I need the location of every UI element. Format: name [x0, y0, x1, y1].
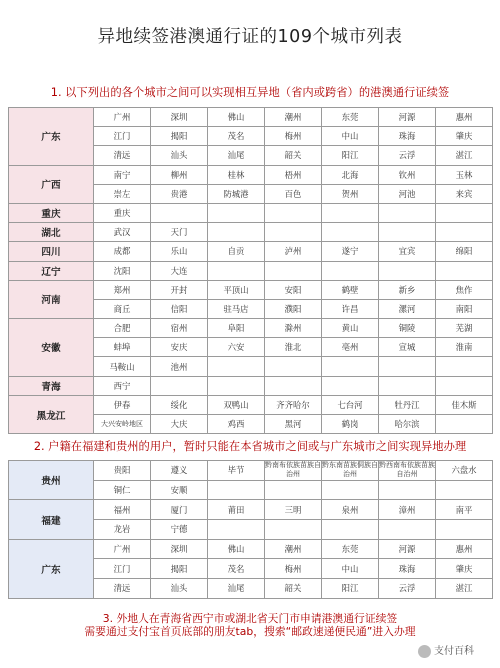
city-cell: 合肥	[94, 319, 151, 338]
city-cell: 武汉	[94, 223, 151, 242]
notice-line-2: 需要通过支付宝首页底部的朋友tab，搜索“邮政速递便民通”进入办理	[84, 625, 416, 638]
province-cell: 广东	[9, 539, 94, 598]
city-cell	[265, 223, 322, 242]
city-cell: 南阳	[436, 299, 493, 318]
watermark-text: 支付百科	[434, 646, 474, 657]
table-row	[9, 165, 493, 184]
city-cell: 河源	[379, 539, 436, 559]
table-row	[9, 108, 493, 127]
table-row	[9, 223, 493, 242]
city-cell: 茂名	[208, 127, 265, 146]
city-cell	[436, 520, 493, 540]
table-row	[9, 376, 493, 395]
section-1-table	[8, 107, 493, 434]
city-cell: 佛山	[208, 108, 265, 127]
table-row	[9, 539, 493, 559]
city-cell	[265, 376, 322, 395]
notice	[40, 612, 460, 638]
city-cell: 阳江	[322, 579, 379, 599]
city-cell: 宿州	[151, 319, 208, 338]
city-cell: 北海	[322, 165, 379, 184]
city-cell	[436, 415, 493, 434]
table-row	[9, 395, 493, 414]
city-cell: 双鸭山	[208, 395, 265, 414]
city-cell: 龙岩	[94, 520, 151, 540]
city-cell	[322, 376, 379, 395]
city-cell	[322, 261, 379, 280]
city-cell: 中山	[322, 559, 379, 579]
city-cell: 揭阳	[151, 559, 208, 579]
city-cell: 齐齐哈尔	[265, 395, 322, 414]
city-cell: 桂林	[208, 165, 265, 184]
city-cell	[265, 357, 322, 376]
city-cell: 安顺	[151, 480, 208, 500]
city-cell: 绥化	[151, 395, 208, 414]
city-cell: 漯河	[379, 299, 436, 318]
city-cell: 柳州	[151, 165, 208, 184]
city-cell: 崇左	[94, 184, 151, 203]
city-cell: 汕尾	[208, 146, 265, 165]
city-cell: 东莞	[322, 539, 379, 559]
city-cell: 汕头	[151, 146, 208, 165]
city-cell	[436, 203, 493, 222]
city-cell: 潮州	[265, 108, 322, 127]
city-cell: 梅州	[265, 559, 322, 579]
city-cell	[436, 223, 493, 242]
city-cell: 宜宾	[379, 242, 436, 261]
table-row	[9, 203, 493, 222]
city-cell	[379, 203, 436, 222]
city-cell: 肇庆	[436, 127, 493, 146]
city-cell: 牡丹江	[379, 395, 436, 414]
city-cell: 淮南	[436, 338, 493, 357]
city-cell: 黔南布依族苗族自治州	[265, 461, 321, 479]
city-cell: 玉林	[436, 165, 493, 184]
city-cell: 惠州	[436, 539, 493, 559]
city-cell: 平顶山	[208, 280, 265, 299]
city-cell: 黑河	[265, 415, 322, 434]
city-cell	[151, 203, 208, 222]
city-cell: 汕头	[151, 579, 208, 599]
city-cell	[322, 203, 379, 222]
city-cell: 茂名	[208, 559, 265, 579]
city-cell: 钦州	[379, 165, 436, 184]
city-cell: 六安	[208, 338, 265, 357]
province-cell: 四川	[9, 242, 94, 261]
city-cell: 淮北	[265, 338, 322, 357]
city-cell	[379, 261, 436, 280]
city-cell: 广州	[94, 108, 151, 127]
city-cell: 焦作	[436, 280, 493, 299]
city-cell: 贺州	[322, 184, 379, 203]
city-cell: 南宁	[94, 165, 151, 184]
city-cell: 惠州	[436, 108, 493, 127]
city-cell	[436, 376, 493, 395]
city-cell: 乐山	[151, 242, 208, 261]
city-cell: 百色	[265, 184, 322, 203]
city-cell: 六盘水	[436, 461, 493, 481]
city-cell: 铜陵	[379, 319, 436, 338]
city-cell: 福州	[94, 500, 151, 520]
city-cell: 毕节	[208, 461, 265, 481]
city-cell: 大兴安岭地区	[94, 415, 151, 434]
table-row	[9, 461, 493, 481]
city-cell	[208, 223, 265, 242]
city-cell: 马鞍山	[94, 357, 151, 376]
city-cell: 贵阳	[94, 461, 151, 481]
city-cell: 黔西南布依族苗族自治州	[379, 461, 435, 479]
city-cell: 郑州	[94, 280, 151, 299]
city-cell: 信阳	[151, 299, 208, 318]
city-cell: 广州	[94, 539, 151, 559]
city-cell: 滁州	[265, 319, 322, 338]
city-cell: 梅州	[265, 127, 322, 146]
city-cell: 云浮	[379, 579, 436, 599]
city-cell: 中山	[322, 127, 379, 146]
city-cell: 鹤岗	[322, 415, 379, 434]
city-cell	[208, 480, 265, 500]
city-cell	[379, 223, 436, 242]
city-cell: 七台河	[322, 395, 379, 414]
city-cell: 韶关	[265, 146, 322, 165]
city-cell	[265, 520, 322, 540]
city-cell	[208, 261, 265, 280]
city-cell	[379, 520, 436, 540]
city-cell: 濮阳	[265, 299, 322, 318]
city-cell: 亳州	[322, 338, 379, 357]
watermark	[418, 642, 474, 662]
city-cell: 深圳	[151, 539, 208, 559]
city-cell	[322, 357, 379, 376]
city-cell: 阜阳	[208, 319, 265, 338]
city-cell: 新乡	[379, 280, 436, 299]
city-cell: 重庆	[94, 203, 151, 222]
city-cell: 大庆	[151, 415, 208, 434]
city-cell	[379, 376, 436, 395]
city-cell	[265, 261, 322, 280]
city-cell: 清远	[94, 146, 151, 165]
city-cell: 自贡	[208, 242, 265, 261]
table-row	[9, 242, 493, 261]
province-cell: 河南	[9, 280, 94, 318]
city-cell: 南平	[436, 500, 493, 520]
city-cell: 安阳	[265, 280, 322, 299]
city-cell: 河源	[379, 108, 436, 127]
city-cell: 珠海	[379, 127, 436, 146]
city-cell	[436, 480, 493, 500]
city-cell: 莆田	[208, 500, 265, 520]
city-cell	[151, 376, 208, 395]
table-row	[9, 319, 493, 338]
city-cell: 西宁	[94, 376, 151, 395]
province-cell: 辽宁	[9, 261, 94, 280]
section-2-heading: 2. 户籍在福建和贵州的用户，暂时只能在本省城市之间或与广东城市之间实现异地办理	[33, 440, 467, 453]
city-cell: 遵义	[151, 461, 208, 481]
city-cell: 鸡西	[208, 415, 265, 434]
city-cell: 来宾	[436, 184, 493, 203]
city-cell	[379, 480, 436, 500]
table-row	[9, 500, 493, 520]
province-cell: 青海	[9, 376, 94, 395]
city-cell: 池州	[151, 357, 208, 376]
city-cell: 沈阳	[94, 261, 151, 280]
city-cell: 河池	[379, 184, 436, 203]
province-cell: 安徽	[9, 319, 94, 377]
city-cell: 漳州	[379, 500, 436, 520]
city-cell	[208, 520, 265, 540]
city-cell: 湛江	[436, 146, 493, 165]
city-cell: 泉州	[322, 500, 379, 520]
section-1-heading: 1. 以下列出的各个城市之间可以实现相互异地（省内或跨省）的港澳通行证续签	[50, 86, 450, 99]
city-cell: 蚌埠	[94, 338, 151, 357]
city-cell: 芜湖	[436, 319, 493, 338]
city-cell: 揭阳	[151, 127, 208, 146]
page-title: 异地续签港澳通行证的109个城市列表	[97, 27, 403, 47]
province-cell: 广西	[9, 165, 94, 203]
city-cell: 江门	[94, 127, 151, 146]
city-cell: 鹤壁	[322, 280, 379, 299]
city-cell: 汕尾	[208, 579, 265, 599]
province-cell: 福建	[9, 500, 94, 539]
province-cell: 贵州	[9, 461, 94, 500]
city-cell: 防城港	[208, 184, 265, 203]
city-cell	[322, 480, 379, 500]
province-cell: 湖北	[9, 223, 94, 242]
city-cell: 黔东南苗族侗族自治州	[322, 461, 378, 479]
city-cell: 湛江	[436, 579, 493, 599]
city-cell: 大连	[151, 261, 208, 280]
city-cell: 阳江	[322, 146, 379, 165]
city-cell	[322, 520, 379, 540]
city-cell: 伊春	[94, 395, 151, 414]
city-cell	[265, 480, 322, 500]
province-cell: 黑龙江	[9, 395, 94, 433]
province-cell: 重庆	[9, 203, 94, 222]
wechat-icon	[418, 645, 431, 658]
city-cell: 深圳	[151, 108, 208, 127]
city-cell	[265, 203, 322, 222]
city-cell: 宁德	[151, 520, 208, 540]
city-cell: 天门	[151, 223, 208, 242]
city-cell	[208, 357, 265, 376]
city-cell: 驻马店	[208, 299, 265, 318]
city-cell: 厦门	[151, 500, 208, 520]
city-cell: 遂宁	[322, 242, 379, 261]
notice-line-1: 3. 外地人在青海省西宁市或湖北省天门市申请港澳通行证续签	[102, 612, 398, 625]
table-row	[9, 261, 493, 280]
city-cell: 佳木斯	[436, 395, 493, 414]
city-cell: 云浮	[379, 146, 436, 165]
city-cell	[208, 203, 265, 222]
city-cell: 珠海	[379, 559, 436, 579]
city-cell: 许昌	[322, 299, 379, 318]
city-cell: 宣城	[379, 338, 436, 357]
city-cell: 潮州	[265, 539, 322, 559]
city-cell: 三明	[265, 500, 322, 520]
city-cell: 安庆	[151, 338, 208, 357]
city-cell: 清远	[94, 579, 151, 599]
city-cell: 东莞	[322, 108, 379, 127]
city-cell	[379, 357, 436, 376]
city-cell: 铜仁	[94, 480, 151, 500]
province-cell: 广东	[9, 108, 94, 166]
city-cell	[436, 261, 493, 280]
city-cell: 商丘	[94, 299, 151, 318]
section-2-table	[8, 460, 493, 599]
city-cell: 肇庆	[436, 559, 493, 579]
city-cell: 贵港	[151, 184, 208, 203]
city-cell	[322, 223, 379, 242]
table-row	[9, 280, 493, 299]
city-cell: 泸州	[265, 242, 322, 261]
city-cell: 黄山	[322, 319, 379, 338]
city-cell: 江门	[94, 559, 151, 579]
city-cell: 开封	[151, 280, 208, 299]
city-cell	[208, 376, 265, 395]
city-cell: 梧州	[265, 165, 322, 184]
city-cell: 佛山	[208, 539, 265, 559]
city-cell: 韶关	[265, 579, 322, 599]
city-cell: 绵阳	[436, 242, 493, 261]
city-cell: 哈尔滨	[379, 415, 436, 434]
city-cell	[436, 357, 493, 376]
city-cell: 成都	[94, 242, 151, 261]
